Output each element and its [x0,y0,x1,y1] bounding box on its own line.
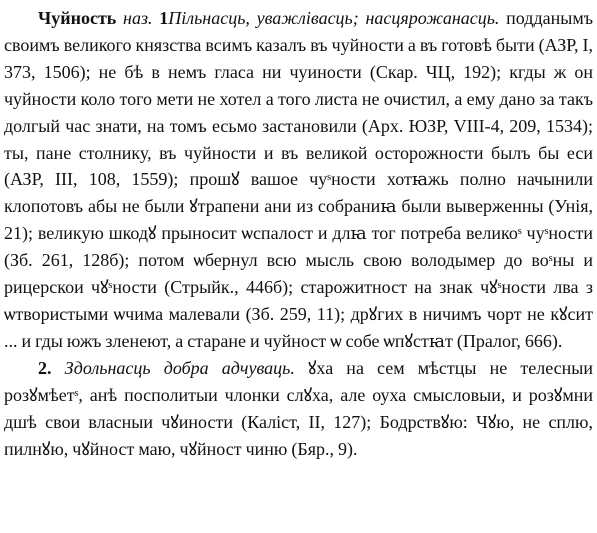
sense-1-citations: подданымъ своимъ великого князства всимъ казалъ въ чуйности а въ готовѣ быти (АЗР, I, 373, 1506); не бѣ в немъ гласа ни чуиности (Скар. ЧЦ, 192); кгды ж он чуйности коло того мети не хотел а того листа не очистил, а ему дано за такъ долгый час знати, на томъ есьмо застановили (Арх. ЮЗР, VIII-4, 209, 1534); ты, пане столнику, въ чуйности и въ великой осторожности былъ бы еси (АЗР, III, 108, 1559); прошꙋ вашое чуˢности хотꙗжь полно начынили клопотовъ абы не были ꙋтрапени ани из собраниꙗ были выверженны (Унія, 21); великую шкодꙋ прыносит ѡспалост и длꙗ тог потреба великоˢ чуˢности (Зб. 261, 128б); потом ѡбернул всю мысль свою володымер до воˢны и рицерскои чꙋˢности (Стрыйк., 446б); старожитност на знак чꙋˢности лва з ѡтвористыми ѡчима малевали (Зб. 259, 11); дрꙋгих в ничимъ чорт не кꙋсит ... и гды южъ зленеют, а старане и чуйност ѡ собе ѡпꙋстꙗт (Пралог, 666). [4,8,594,351]
sense-2-number: 2. [38,357,52,378]
headword: Чуйность [38,8,117,28]
sense-1-number: 1 [159,8,169,28]
sense-1-paragraph [4,5,593,355]
sense-2-paragraph [4,355,593,463]
sense-1-definition: Пільнасць, уважлівасць; насцярожанасць. [168,8,500,28]
part-of-speech: наз. [123,8,153,28]
sense-2-citations: ꙋха на сем мѣстцы не телесныи розꙋмѣетˢ, анѣ посполитыи члонки слꙋха, але оуха смысловыи, и розꙋмни дшѣ свои власныи чꙋиности (Каліст, II, 127); Бодрствꙋю: Чꙋю, не сплю, пилнꙋю, чꙋйност маю, чꙋйност чиню (Бяр., 9). [4,357,594,459]
sense-2-definition: Здольнасць добра адчуваць. [64,357,295,378]
